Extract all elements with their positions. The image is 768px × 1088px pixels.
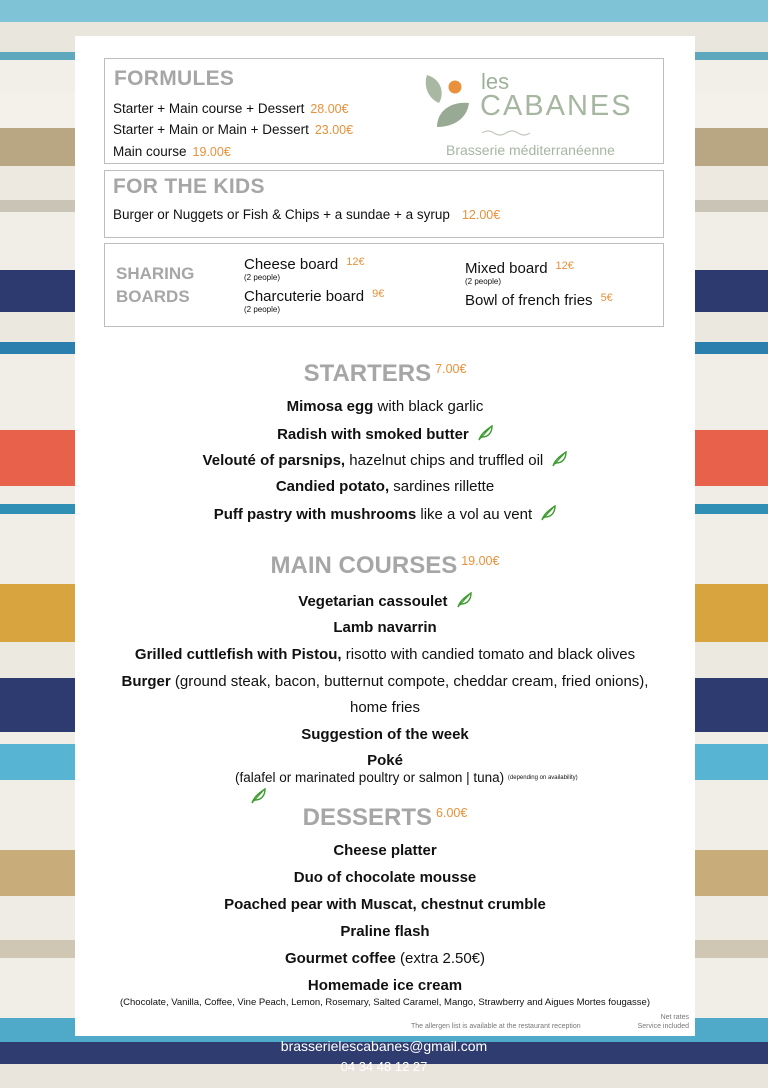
dessert-item: Gourmet coffee (extra 2.50€) <box>284 950 486 967</box>
sharing-title: SHARING BOARDS <box>116 264 195 306</box>
main-item: Grilled cuttlefish with Pistou, risotto with candied tomato and black olives <box>134 646 636 663</box>
main-item: Poké <box>367 752 403 769</box>
logo-cabanes: CABANES <box>480 90 633 122</box>
kids-title: FOR THE KIDS <box>113 175 265 198</box>
formule-line: Main course 19.00€ <box>113 144 231 159</box>
vegetarian-leaf-icon <box>477 425 493 441</box>
ice-cream-flavours: (Chocolate, Vanilla, Coffee, Vine Peach, Lemon, Rosemary, Salted Caramel, Mango, Strawberry and Aigues Mortes fougasse) <box>120 997 650 1008</box>
wave-decoration <box>481 129 531 137</box>
kids-box <box>104 170 664 238</box>
formules-title: FORMULES <box>114 67 235 90</box>
formules-box <box>104 58 664 164</box>
board-item: Bowl of french fries $^{5€}$ <box>465 292 613 309</box>
sharing-box <box>104 243 664 327</box>
formule-line: Starter + Main or Main + Dessert 23.00€ <box>113 122 354 137</box>
dessert-item: Praline flash <box>340 923 430 940</box>
desserts-heading: DESSERTS $^{6.00€}$ <box>302 804 468 831</box>
starter-item: Puff pastry with mushrooms like a vol au vent <box>75 505 695 523</box>
kids-line: Burger or Nuggets or Fish & Chips + a sundae + a syrup 12.00€ <box>113 207 501 222</box>
logo-les: les <box>481 69 510 94</box>
allergen-note: The allergen list is available at the restaurant reception <box>411 1023 581 1030</box>
main-item: home fries <box>349 699 421 716</box>
contact-email[interactable]: brasserielescabanes@gmail.com <box>280 1038 488 1054</box>
vegetarian-leaf-icon <box>540 505 556 521</box>
brand-logo <box>417 65 657 161</box>
main-item: Suggestion of the week <box>301 726 469 743</box>
vegetarian-leaf-icon <box>551 451 567 467</box>
starters-heading: STARTERS $^{7.00€}$ <box>303 360 467 387</box>
board-item: Cheese board $^{12€}$ (2 people) <box>244 256 365 282</box>
starter-item: Candied potato, sardines rillette <box>275 478 495 495</box>
dessert-item: Cheese platter <box>333 842 437 859</box>
net-rates-note: Net rates <box>660 1014 689 1021</box>
vegetarian-leaf-icon <box>456 592 472 608</box>
board-item: Mixed board $^{12€}$ (2 people) <box>465 260 574 286</box>
contact-phone[interactable]: 04 34 48 12 27 <box>340 1059 428 1074</box>
dessert-item: Homemade ice cream <box>307 977 463 994</box>
starter-item: Mimosa egg with black garlic <box>286 398 484 415</box>
starter-item: Velouté of parsnips, hazelnut chips and truffled oil <box>75 451 695 469</box>
leaf-logo-icon <box>423 73 473 129</box>
main-item: Lamb navarrin <box>333 619 437 636</box>
service-note: Service included <box>637 1023 689 1030</box>
vegetarian-leaf-icon <box>250 788 266 804</box>
main-item: Vegetarian cassoulet <box>75 592 695 610</box>
main-item: Burger (ground steak, bacon, butternut compote, cheddar cream, fried onions), <box>121 673 649 690</box>
logo-tagline: Brasserie méditerranéenne <box>446 142 615 158</box>
mains-heading: MAIN COURSES $^{19.00€}$ <box>270 552 500 579</box>
board-item: Charcuterie board $^{9€}$ (2 people) <box>244 288 385 314</box>
dessert-item: Duo of chocolate mousse <box>293 869 477 886</box>
poke-detail: (falafel or marinated poultry or salmon | tuna) $^{(depending on availability)}$ <box>235 770 578 785</box>
dessert-item: Poached pear with Muscat, chestnut crumble <box>224 896 546 913</box>
starter-item: Radish with smoked butter <box>75 425 695 443</box>
menu-sheet <box>75 36 695 1036</box>
formule-line: Starter + Main course + Dessert 28.00€ <box>113 101 349 116</box>
